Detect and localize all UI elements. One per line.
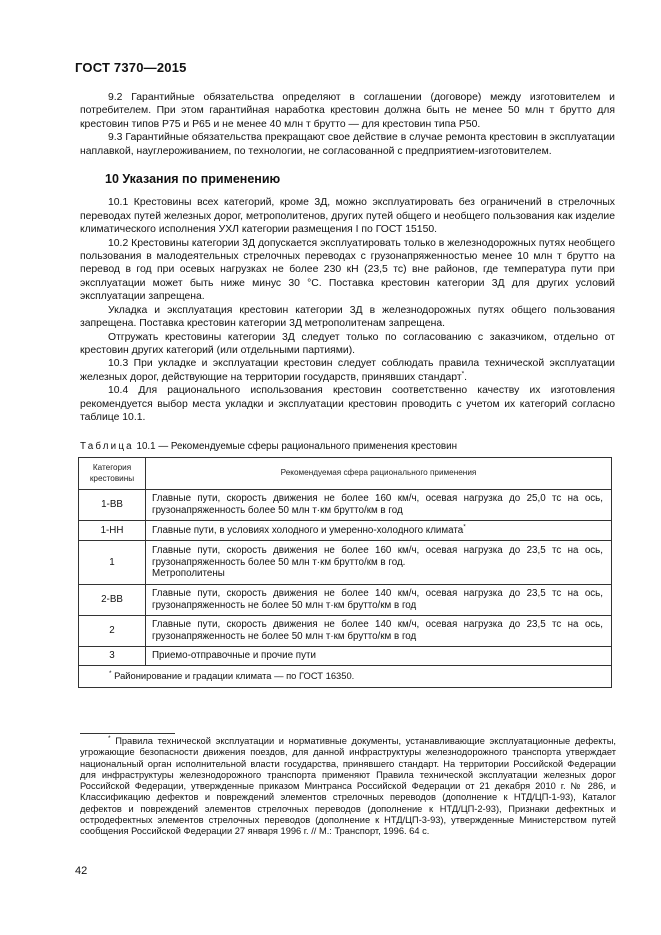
paragraph-9-3: 9.3 Гарантийные обязательства прекращают свое действие в случае ремонта крестовин в эксплуатации наплавкой, науглероживанием, по технологии, не согласованной с предприятием-изготовителем.	[80, 132, 615, 157]
paragraph-10-3	[80, 357, 615, 384]
table-footnote-mark: *	[109, 669, 112, 677]
paragraph-10-2-laying: Укладка и эксплуатация крестовин категории 3Д в железнодорожных путях общего пользования запрещена. Поставка крестовин категории 3Д метрополитенам запрещена.	[80, 304, 615, 330]
table-caption-text: 10.1 — Рекомендуемые сферы рационального применения крестовин	[133, 441, 458, 452]
page-footnote	[80, 736, 616, 838]
table-footnote-cell	[79, 666, 612, 688]
paragraph-10-3-text: 10.3 При укладке и эксплуатации крестовин следует соблюдать правила технической эксплуатации железных дорог, действующие на территории государств, принявших стандарт	[80, 358, 615, 383]
table-footnote-mark: *	[463, 523, 466, 531]
footnote-divider	[80, 733, 175, 734]
column-header-category: Категория крестовины	[79, 458, 146, 490]
paragraph-10-2-shipping: Отгружать крестовины категории 3Д следует только по согласованию с заказчиком, отдельно от крестовин других категорий (или отдельными партиями).	[80, 331, 615, 356]
table-caption	[80, 441, 620, 453]
table-footnote-text: Районирование и градации климата — по ГОСТ 16350.	[111, 670, 355, 682]
application-cell	[146, 521, 612, 541]
table-header-row	[79, 458, 612, 490]
category-cell: 2-ВВ	[79, 585, 146, 616]
table-row	[79, 647, 612, 666]
table-row	[79, 521, 612, 541]
paragraph-10-3-end: .	[464, 371, 468, 383]
table-row	[79, 616, 612, 647]
section-heading: 10 Указания по применению	[105, 172, 281, 187]
recommendations-table	[78, 457, 612, 688]
application-cell	[146, 541, 612, 585]
document-code-header: ГОСТ 7370—2015	[75, 60, 187, 75]
application-cell: Главные пути, скорость движения не более 140 км/ч, осевая нагрузка до 23,5 тс на ось, грузонапряженность не более 50 млн т·км брутто/км в год	[146, 616, 612, 647]
footnote-mark: *	[108, 734, 111, 742]
column-header-application: Рекомендуемая сфера рационального применения	[146, 458, 612, 490]
category-cell: 1-НН	[79, 521, 146, 541]
application-text: Главные пути, в условиях холодного и умеренно-холодного климата	[152, 524, 464, 536]
footnote-text: Правила технической эксплуатации и нормативные документы, устанавливающие эксплуатационные дефекты, угрожающие безопасности движения поездов, для данной инфраструктуры железнодорожного транспорта утверждает национальный орган исполнительной власти государства, принявшего стандарт. На территории Российской Федерации для инфраструктуры железнодорожного транспорта применяют Правила технической эксплуатации железных дорог Российской Федерации, утвержденные приказом Минтранса Российской Федерации от 21 декабря 2010 г. № 286, и Классификацию дефектов и повреждений элементов стрелочных переводов (дополнение к НТД/ЦП-1-93), Каталог дефектов и повреждений элементов стрелочных переводов (дополнение к НТД/ЦП-2-93), Признаки дефектных и остродефектных элементов стрелочных переводов (дополнение к НТД/ЦП-3-93), утвержденные Министерством путей сообщения Российской Федерации 27 января 1996 г. // М.: Транспорт, 1996. 64 с.	[80, 736, 616, 837]
application-cell: Главные пути, скорость движения не более 160 км/ч, осевая нагрузка до 25,0 тс на ось, грузонапряженность более 50 млн т·км брутто/км в год	[146, 490, 612, 521]
paragraph-10-4: 10.4 Для рационального использования крестовин соответственно качеству их изготовления рекомендуется выбор места укладки и эксплуатации крестовин проводить с учетом их категорий согласно таблице 10.1.	[80, 385, 615, 423]
paragraph-10-1: 10.1 Крестовины всех категорий, кроме 3Д, можно эксплуатировать без ограничений в стрелочных переводах путей железных дорог, метрополитенов, других путей общего и необщего пользования как изделие климатического исполнения УХЛ категории размещения I по ГОСТ 15150.	[80, 197, 615, 236]
footnote-ref-mark: *	[461, 370, 465, 378]
table-caption-label: Таблица	[80, 441, 134, 452]
application-cell: Приемо-отправочные и прочие пути	[146, 647, 612, 666]
category-cell: 1	[79, 541, 146, 585]
body-top	[80, 91, 615, 424]
category-cell: 1-ВВ	[79, 490, 146, 521]
table-row	[79, 585, 612, 616]
category-cell: 3	[79, 647, 146, 666]
application-text: Главные пути, скорость движения не более 160 км/ч, осевая нагрузка до 23,5 тс на ось, грузонапряженность более 50 млн т·км брутто/км в год.	[152, 544, 603, 568]
category-cell: 2	[79, 616, 146, 647]
table-footnote-row	[79, 666, 612, 688]
table-row	[79, 490, 612, 521]
paragraph-10-2: 10.2 Крестовины категории 3Д допускается эксплуатировать только в железнодорожных путях необщего пользования в малодеятельных стрелочных переводах с грузонапряженностью менее 10 млн т брутто на перевод в год при осевых нагрузках не более 230 кН (23,5 тс) вне районов, где температура пути при эксплуатации может быть ниже минус 30 °С. Поставка крестовин категории 3Д для других условий эксплуатации запрещена.	[80, 237, 615, 303]
paragraph-9-2: 9.2 Гарантийные обязательства определяют в соглашении (договоре) между изготовителем и потребителем. При этом гарантийная наработка крестовин должна быть не менее 50 млн т брутто для крестовин типов Р75 и Р65 и не менее 40 млн т брутто — для крестовин типа Р50.	[80, 92, 615, 130]
application-extra: Метрополитены	[152, 568, 225, 580]
application-cell: Главные пути, скорость движения не более 140 км/ч, осевая нагрузка до 23,5 тс на ось, грузонапряженность не более 50 млн т·км брутто/км в год	[146, 585, 612, 616]
page-number: 42	[75, 865, 88, 877]
table-row	[79, 541, 612, 585]
